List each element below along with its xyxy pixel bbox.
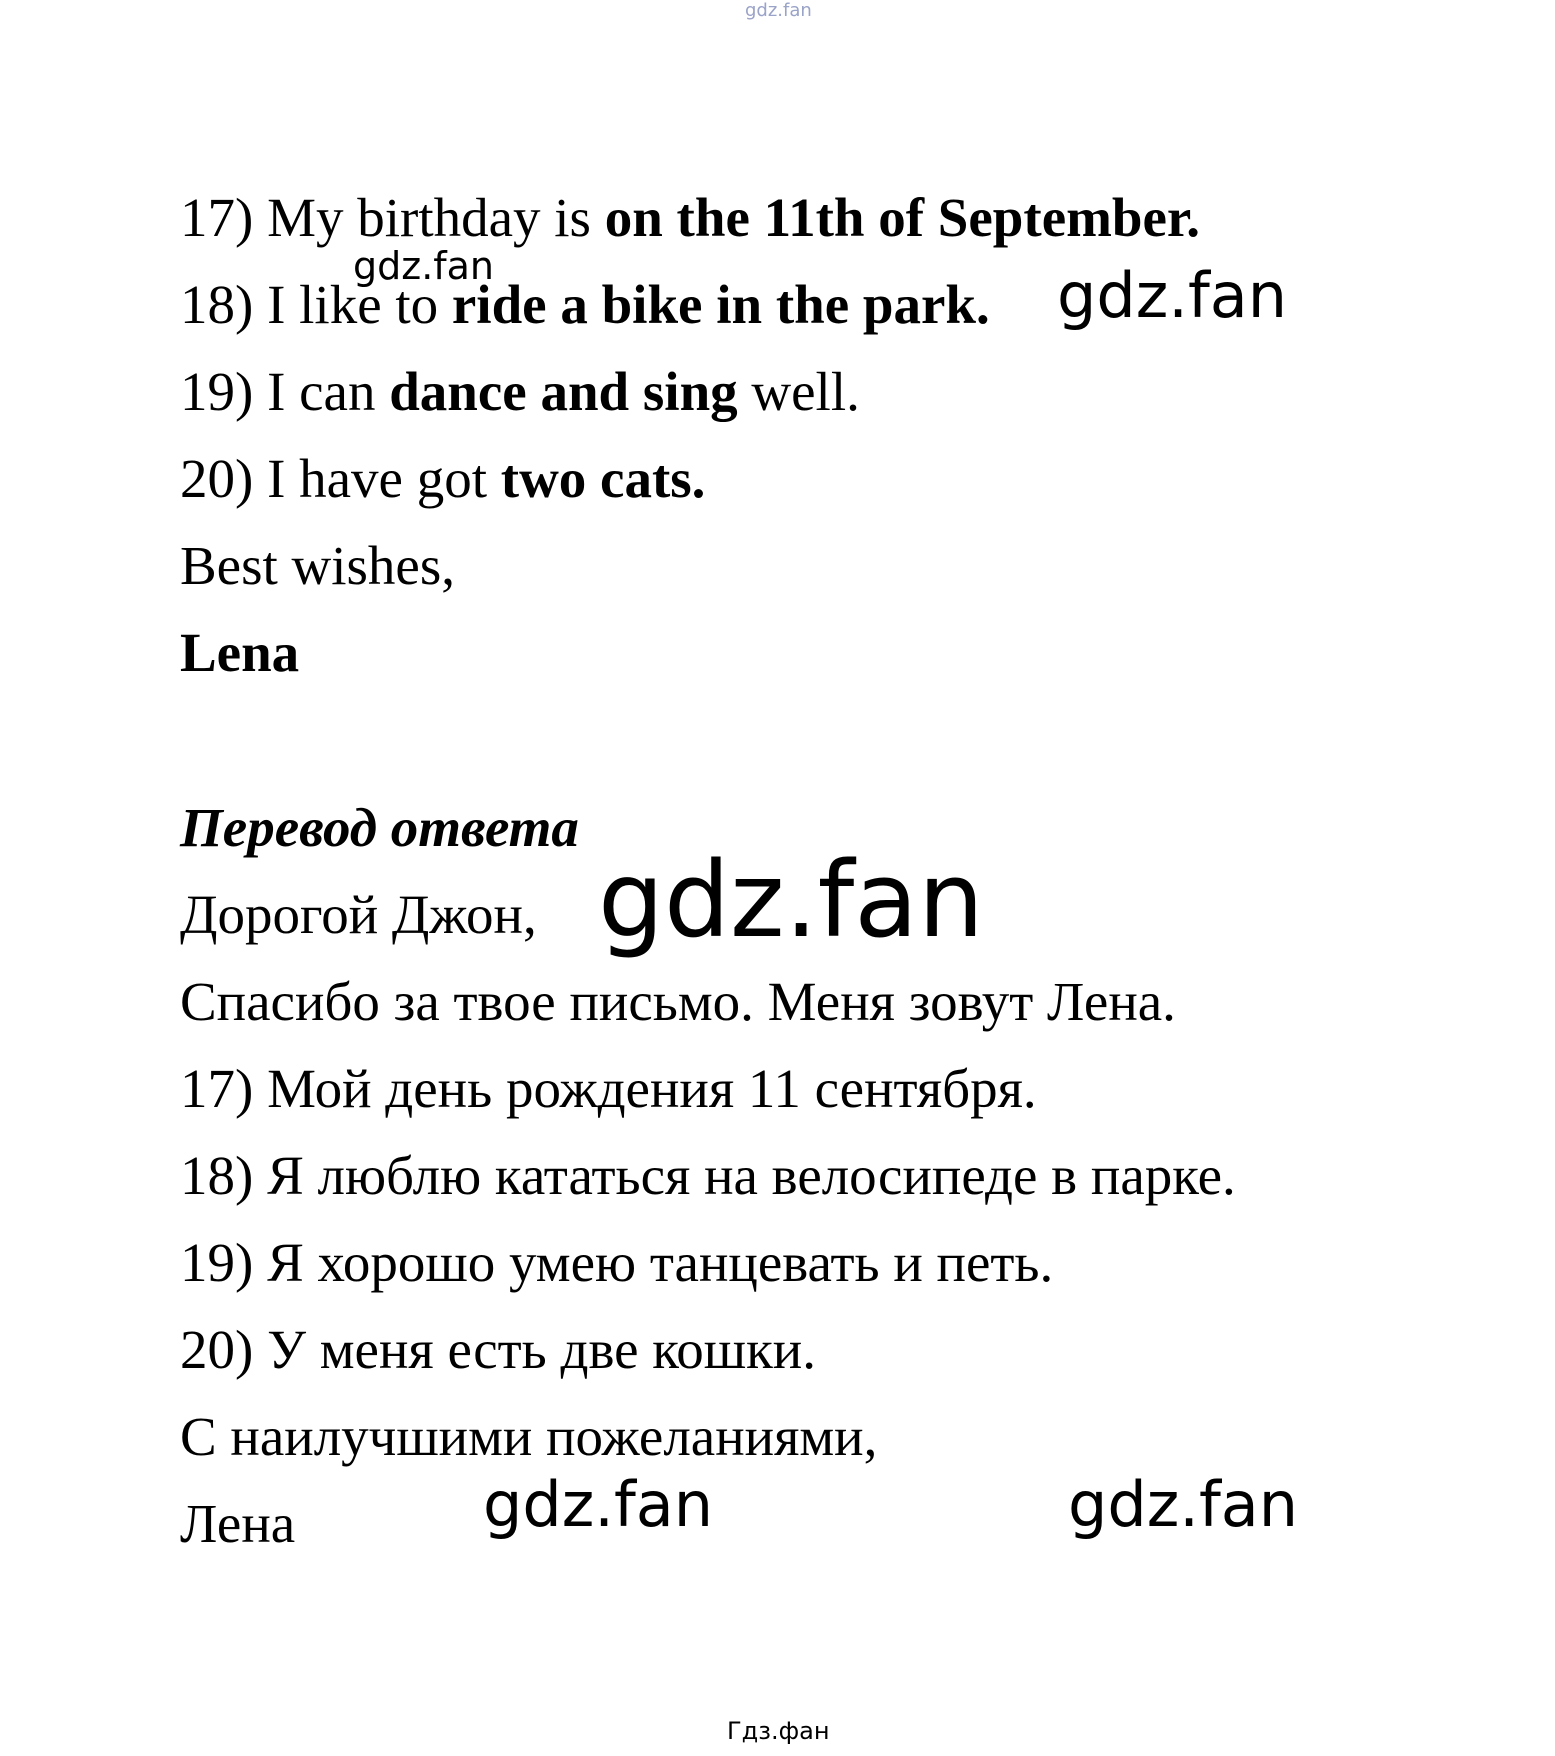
translation-line-17: 17) Мой день рождения 11 сентября. <box>180 1058 1037 1119</box>
watermark-bottom-left: gdz.fan <box>483 1468 714 1541</box>
translation-line-20: 20) У меня есть две кошки. <box>180 1319 816 1380</box>
english-line-18 <box>180 274 990 335</box>
translation-intro: Спасибо за твое письмо. Меня зовут Лена. <box>180 971 1176 1032</box>
translation-line-18: 18) Я люблю кататься на велосипеде в парке. <box>180 1145 1236 1206</box>
watermark-top: gdz.fan <box>745 0 812 21</box>
page-footer: Гдз.фан <box>727 1717 830 1745</box>
english-line-18-plain: 18) I like to <box>180 274 452 335</box>
watermark-bottom-right: gdz.fan <box>1068 1468 1299 1541</box>
watermark-mid: gdz.fan <box>1057 259 1288 332</box>
english-line-18-bold: ride a bike in the park. <box>451 274 990 335</box>
translation-greeting: Дорогой Джон, <box>180 884 537 945</box>
english-line-17-bold: on the 11th of September. <box>604 187 1201 248</box>
english-closing: Best wishes, <box>180 535 455 596</box>
english-signature <box>180 622 300 683</box>
english-line-19-plain: 19) I can <box>180 361 390 422</box>
english-line-17-plain: 17) My birthday is <box>180 187 605 248</box>
english-line-20 <box>180 448 706 509</box>
translation-heading: Перевод ответа <box>180 797 579 858</box>
translation-signature: Лена <box>180 1493 296 1554</box>
translation-closing: С наилучшими пожеланиями, <box>180 1406 878 1467</box>
watermark-small: gdz.fan <box>353 244 495 288</box>
english-line-17 <box>180 187 1201 248</box>
english-line-19 <box>180 361 860 422</box>
english-line-19-bold: dance and sing <box>389 361 738 422</box>
english-line-19-tail: well. <box>737 361 860 422</box>
translation-line-19: 19) Я хорошо умею танцевать и петь. <box>180 1232 1054 1293</box>
english-line-20-plain: 20) I have got <box>180 448 501 509</box>
english-signature-text: Lena <box>180 622 300 683</box>
watermark-big: gdz.fan <box>598 839 984 961</box>
english-line-20-bold: two cats. <box>500 448 706 509</box>
